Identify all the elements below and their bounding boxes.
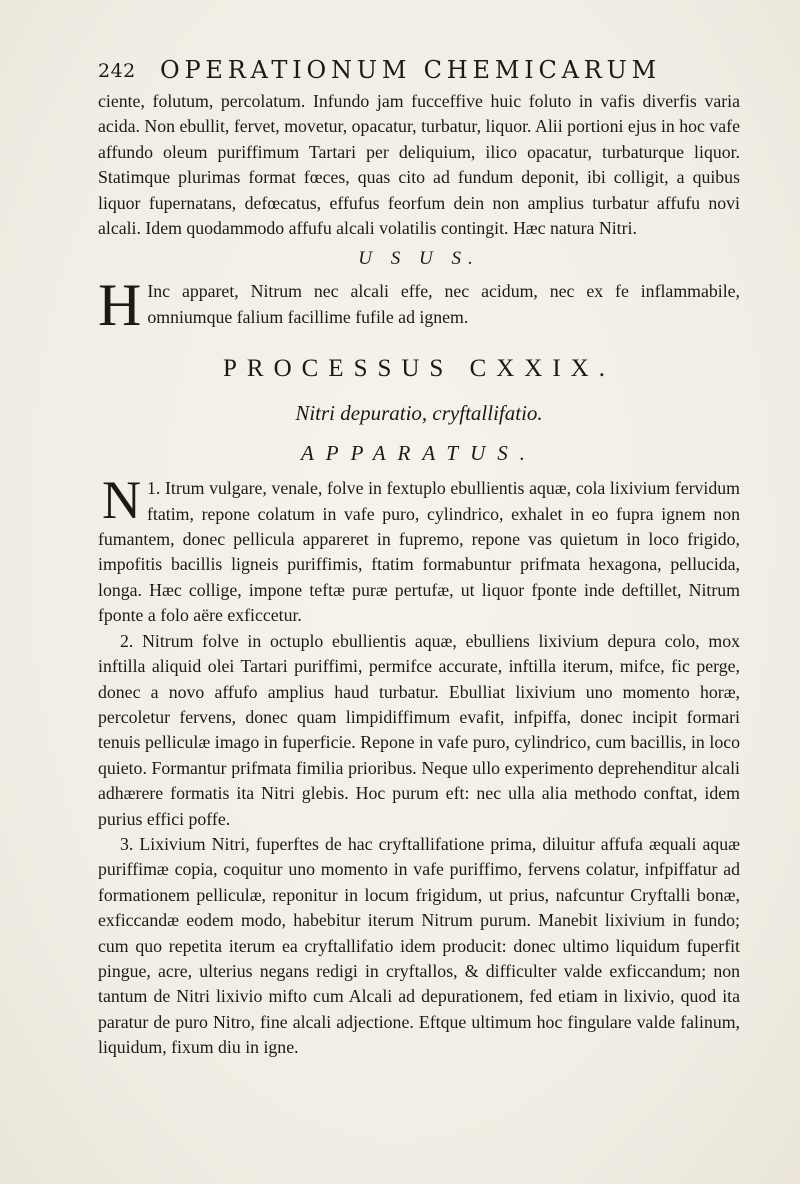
intro-paragraph: ciente, folutum, percolatum. Infundo jam fucceffive huic foluto in vafis diverfis varia acida. Non ebullit, fervet, movetur, opacatur, turbatur, liquor. Alii portioni ejus in hoc vafe affundo oleum puriffimum Tartari per deliquium, ilico opacatur, turbaturque liquor. Statimque plurimas format fœces, quas cito ad fundum deponit, ibi colligit, a quibus liquor fupernatans, defœcatus, effufus feorfum dein non amplius turbatur affufu novi alcali. Idem quodammodo affufu alcali volatilis contingit. Hæc natura Nitri. [98, 91, 740, 239]
usus-heading: U S U S. [358, 248, 480, 270]
paragraph-1-text: Itrum vulgare, venale, folve in fextuplo ebullientis aquæ, cola lixivium fervidum ftatim, repone colatum in vafe puro, cylindrico, exhalet in eo fupra ignem non fumantem, donec pellicula appareret in fupremo, repone vas quietum in loco frigido, impofitis bacillis ligneis puriffimis, ftatim formabuntur prifmata hexagona, pellucida, longa. Hæc collige, impone teftæ puræ pertufæ, ut liquor fponte inde deftillet, Nitrum fponte a folo aëre exficcetur. [98, 478, 740, 626]
usus-text: Inc apparet, Nitrum nec alcali effe, nec acidum, nec ex fe inflammabile, omniumque falium facillime fufile ad ignem. [147, 281, 740, 327]
usus-paragraph [98, 272, 740, 339]
page-header [98, 56, 738, 86]
body-text [98, 89, 740, 1061]
apparatus-heading: APPARATUS. [300, 441, 538, 466]
page-number: 242 [98, 60, 136, 82]
paragraph-3-text: Lixivium Nitri, fuperftes de hac cryftallifatione prima, diluitur affufa æquali aquæ puriffimæ copia, coquitur uno momento in vafe puriffimo, fervens colatur, infpiffatur ad formationem pelliculæ, reponitur in locum frigidum, ut prius, nafcuntur Cryftalli bonæ, exficcandæ eodem modo, habebitur iterum Nitrum purum. Manebit lixivium in fundo; cum quo repetita iterum ea cryftallifatio idem producit: donec ultimo liquidum fuperfit pingue, acre, ulterius negans redigi in cryftallos, & difficulter valde exficcandum; non tantum de Nitri lixivio mifto cum Alcali ad depurationem, fed etiam in lixivio, quod ita paratur de puro Nitro, fine alcali adjectione. Eftque ultimum hoc fingulare valde falinum, liquidum, fixum diu in igne. [98, 833, 740, 1058]
paragraph-2 [98, 629, 740, 832]
paragraph-number: 3. [120, 833, 134, 854]
running-head: OPERATIONUM CHEMICARUM [160, 56, 662, 84]
paragraph-1 [98, 470, 740, 628]
paragraph-number: 2. [120, 630, 134, 651]
paragraph-3 [98, 832, 740, 1061]
process-subtitle: Nitri depuratio, cryftallifatio. [295, 401, 543, 426]
paragraph-1-dropcap: N [102, 470, 141, 531]
paragraph-number: 1. [147, 478, 161, 499]
usus-dropcap: H [98, 272, 142, 339]
process-title: PROCESSUS CXXIX. [222, 355, 615, 383]
paragraph-2-text: Nitrum folve in octuplo ebullientis aquæ, ebulliens lixivium depura colo, mox inftilla aliquid olei Tartari puriffimi, permifce accurate, inftilla iterum, mifce, fic perge, donec a novo affufo amplius haud turbatur. Ebulliat lixivium uno momento horæ, percoletur fervens, donec quam limpidiffimum evafit, infpiffa, donec incipit formari tenuis pelliculæ imago in fuperficie. Repone in vafe puro, cylindrico, cum bacillis, in loco quieto. Formantur prifmata fimilia prioribus. Neque ullo experimento deprehenditur alcali adhærere formatis ita Nitri glebis. Hoc purum eft: nec ulla alia methodo conftat, idem purius effici poffe. [98, 630, 740, 829]
